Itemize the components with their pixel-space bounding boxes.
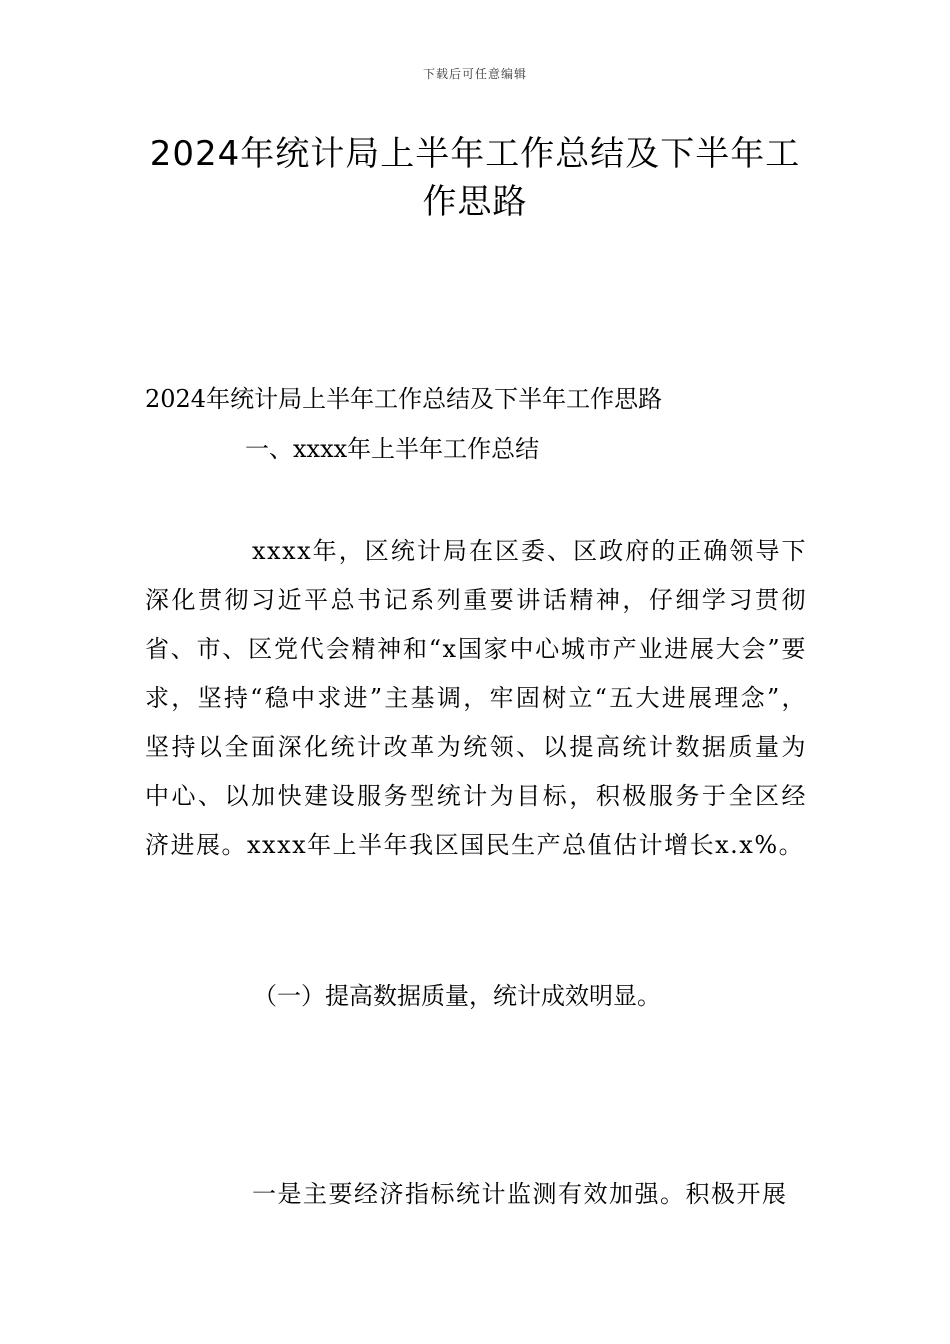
paragraph-summary: xxxx年，区统计局在区委、区政府的正确领导下深化贯彻习近平总书记系列重要讲话精神，仔细学习贯彻省、市、区党代会精神和“x国家中心城市产业进展大会”要求，坚持“稳中求进”主基调，牢固树立“五大进展理念”，坚持以全面深化统计改革为统领、以提高统计数据质量为中心、以加快建设服务型统计为目标，积极服务于全区经济进展。xxxx年上半年我区国民生产总值估计增长x.x%。 (145, 537, 807, 859)
document-title: 2024年统计局上半年工作总结及下半年工作思路 (149, 134, 801, 222)
document-subtitle: 2024年统计局上半年工作总结及下半年工作思路 (145, 385, 663, 413)
sub-heading-data-quality: （一）提高数据质量，统计成效明显。 (253, 982, 661, 1010)
section-heading: 一、xxxx年上半年工作总结 (245, 435, 540, 463)
header-note: 下载后可任意编辑 (422, 67, 527, 81)
paragraph-monitoring: 一是主要经济指标统计监测有效加强。积极开展 (252, 1180, 788, 1208)
